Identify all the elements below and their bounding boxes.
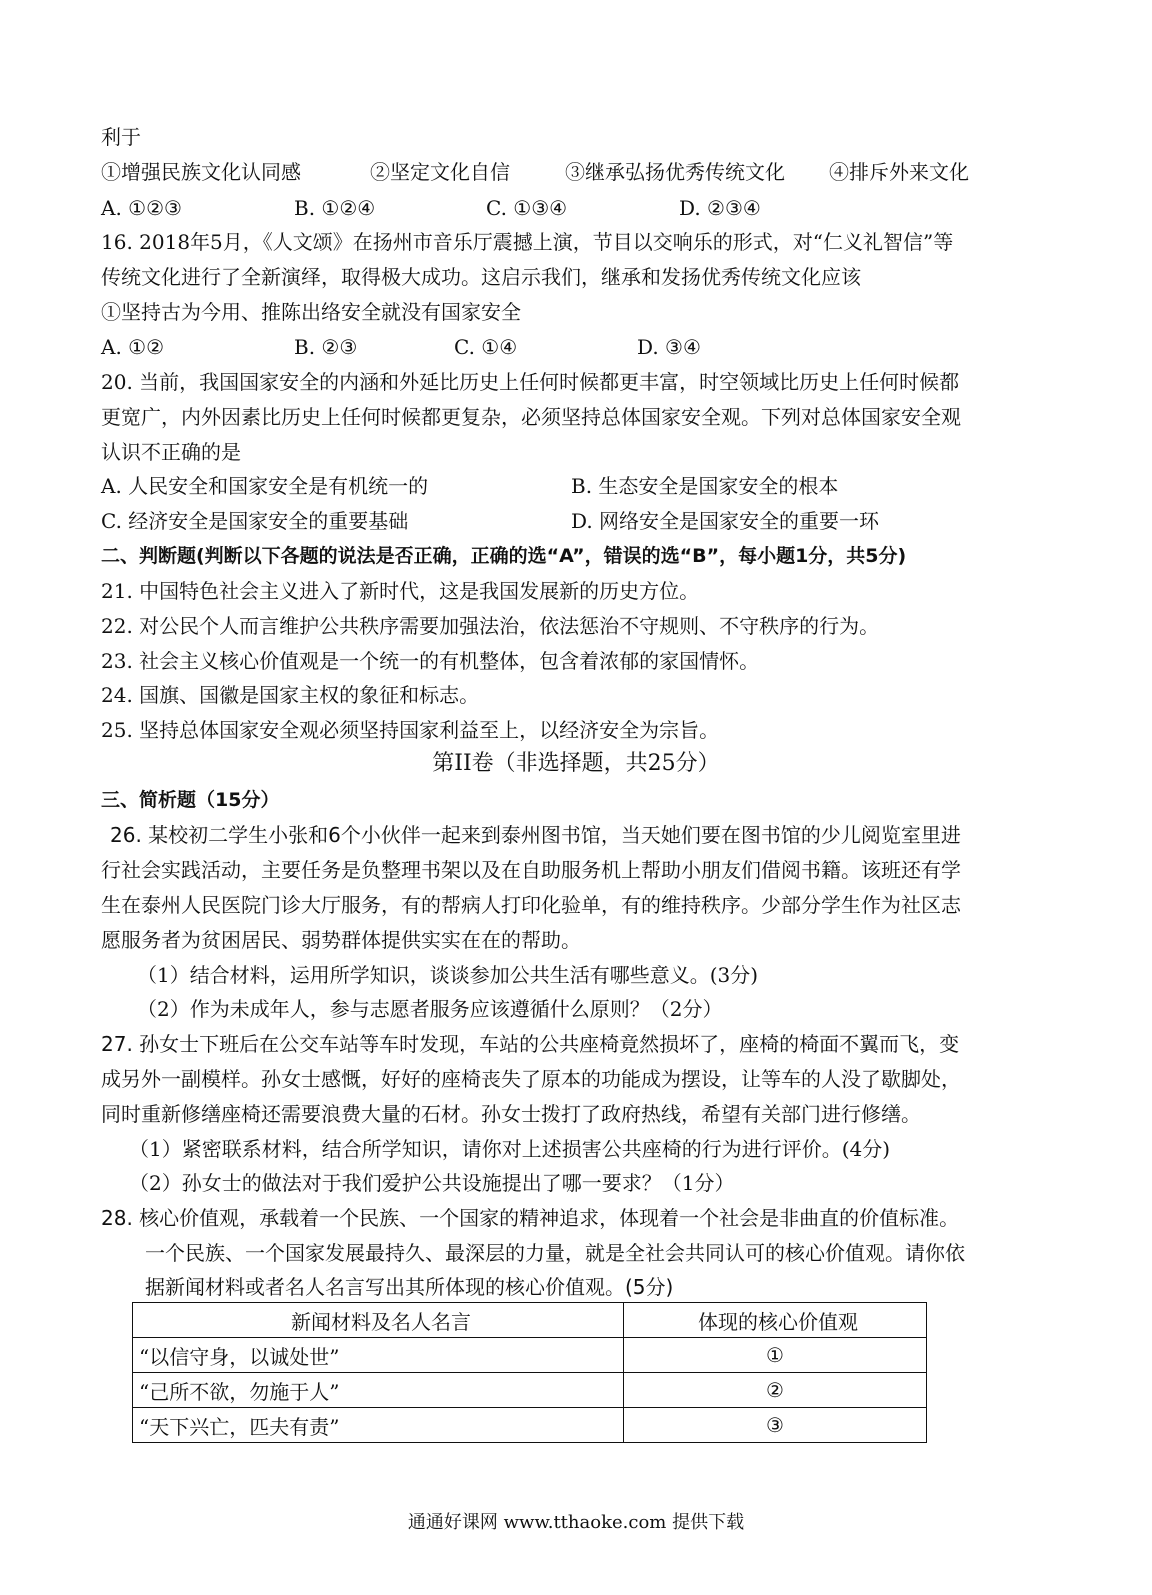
q15-statement: ①增强民族文化认同感 xyxy=(101,160,301,184)
q16-option: A. ①② xyxy=(101,335,165,359)
table-row xyxy=(133,1408,927,1443)
answer-cell: ③ xyxy=(624,1408,927,1443)
q16-option: D. ③④ xyxy=(637,335,701,359)
page-footer: 通通好课网 www.tthaoke.com 提供下载 xyxy=(407,1512,745,1533)
q15-option: A. ①②③ xyxy=(101,196,182,220)
judgement-item: 21. 中国特色社会主义进入了新时代，这是我国发展新的历史方位。 xyxy=(101,579,700,603)
q15-statement: ④排斥外来文化 xyxy=(829,160,969,184)
table-header: 新闻材料及名人名言 xyxy=(133,1303,624,1338)
judgement-item: 23. 社会主义核心价值观是一个统一的有机整体，包含着浓郁的家国情怀。 xyxy=(101,649,760,673)
q20-line: 认识不正确的是 xyxy=(101,440,241,464)
q15-statement: ②坚定文化自信 xyxy=(370,160,510,184)
q20-option: A. 人民安全和国家安全是有机统一的 xyxy=(101,474,429,498)
quote-cell: “天下兴亡，匹夫有责” xyxy=(133,1408,624,1443)
q28-line: 一个民族、一个国家发展最持久、最深层的力量，就是全社会共同认可的核心价值观。请你依 xyxy=(145,1241,965,1265)
quote-cell: “以信守身，以诚处世” xyxy=(133,1338,624,1373)
q16-line: 16. 2018年5月，《人文颂》在扬州市音乐厅震撼上演，节目以交响乐的形式，对“仁义礼智信”等 xyxy=(101,230,954,254)
q26-line: 行社会实践活动，主要任务是负整理书架以及在自助服务机上帮助小朋友们借阅书籍。该班还有学 xyxy=(101,858,961,882)
q15-statement: ③继承弘扬优秀传统文化 xyxy=(565,160,785,184)
q15-option: B. ①②④ xyxy=(294,196,376,220)
q26-line: 生在泰州人民医院门诊大厅服务，有的帮病人打印化验单，有的维持秩序。少部分学生作为社区志 xyxy=(101,893,961,917)
judgement-item: 22. 对公民个人而言维护公共秩序需要加强法治，依法惩治不守规则、不守秩序的行为。 xyxy=(101,614,880,638)
q27-line: 同时重新修缮座椅还需要浪费大量的石材。孙女士拨打了政府热线，希望有关部门进行修缮。 xyxy=(101,1102,921,1126)
q20-option: B. 生态安全是国家安全的根本 xyxy=(571,474,839,498)
quote-cell: “己所不欲，勿施于人” xyxy=(133,1373,624,1408)
q16-line: 传统文化进行了全新演绎，取得极大成功。这启示我们，继承和发扬优秀传统文化应该 xyxy=(101,265,861,289)
q27-sub: （2）孙女士的做法对于我们爱护公共设施提出了哪一要求？（1分） xyxy=(129,1171,735,1195)
q20-line: 更宽广，内外因素比历史上任何时候都更复杂，必须坚持总体国家安全观。下列对总体国家安全观 xyxy=(101,405,961,429)
table-row xyxy=(133,1338,927,1373)
values-table xyxy=(132,1302,927,1443)
table-header: 体现的核心价值观 xyxy=(624,1303,927,1338)
q20-option: D. 网络安全是国家安全的重要一环 xyxy=(571,509,880,533)
q27-sub: （1）紧密联系材料，结合所学知识，请你对上述损害公共座椅的行为进行评价。(4分) xyxy=(129,1137,891,1161)
table-row xyxy=(133,1373,927,1408)
q26-line: 26. 某校初二学生小张和6个小伙伴一起来到泰州图书馆，当天她们要在图书馆的少儿阅览室里进 xyxy=(110,823,961,847)
q16-statement: ①坚持古为今用、推陈出络安全就没有国家安全 xyxy=(101,300,521,324)
q27-line: 成另外一副模样。孙女士感慨，好好的座椅丧失了原本的功能成为摆设，让等车的人没了歇脚处， xyxy=(101,1067,961,1091)
q15-option: D. ②③④ xyxy=(679,196,761,220)
table-header-row xyxy=(133,1303,927,1338)
q26-line: 愿服务者为贫困居民、弱势群体提供实实在在的帮助。 xyxy=(101,928,581,952)
q15-option: C. ①③④ xyxy=(486,196,568,220)
part2-title: 第II卷（非选择题，共25分） xyxy=(432,751,720,776)
q28-line: 据新闻材料或者名人名言写出其所体现的核心价值观。(5分) xyxy=(145,1275,674,1299)
q20-line: 20. 当前，我国国家安全的内涵和外延比历史上任何时候都更丰富，时空领域比历史上任何时候都 xyxy=(101,370,960,394)
section2-heading: 二、判断题(判断以下各题的说法是否正确，正确的选“A”，错误的选“B”，每小题1分，共5分) xyxy=(101,545,907,567)
answer-cell: ① xyxy=(624,1338,927,1373)
q16-option: B. ②③ xyxy=(294,335,358,359)
answer-cell: ② xyxy=(624,1373,927,1408)
q26-sub: （1）结合材料，运用所学知识，谈谈参加公共生活有哪些意义。(3分) xyxy=(137,963,759,987)
q15-tail: 利于 xyxy=(101,125,141,149)
judgement-item: 24. 国旗、国徽是国家主权的象征和标志。 xyxy=(101,683,480,707)
section3-heading: 三、简析题（15分） xyxy=(101,789,280,811)
q27-line: 27. 孙女士下班后在公交车站等车时发现，车站的公共座椅竟然损坏了，座椅的椅面不翼而飞，变 xyxy=(101,1032,960,1056)
q26-sub: （2）作为未成年人，参与志愿者服务应该遵循什么原则？（2分） xyxy=(137,997,723,1021)
q28-line: 28. 核心价值观，承载着一个民族、一个国家的精神追求，体现着一个社会是非曲直的价值标准。 xyxy=(101,1206,960,1230)
q20-option: C. 经济安全是国家安全的重要基础 xyxy=(101,509,409,533)
q16-option: C. ①④ xyxy=(454,335,518,359)
judgement-item: 25. 坚持总体国家安全观必须坚持国家利益至上，以经济安全为宗旨。 xyxy=(101,718,720,742)
